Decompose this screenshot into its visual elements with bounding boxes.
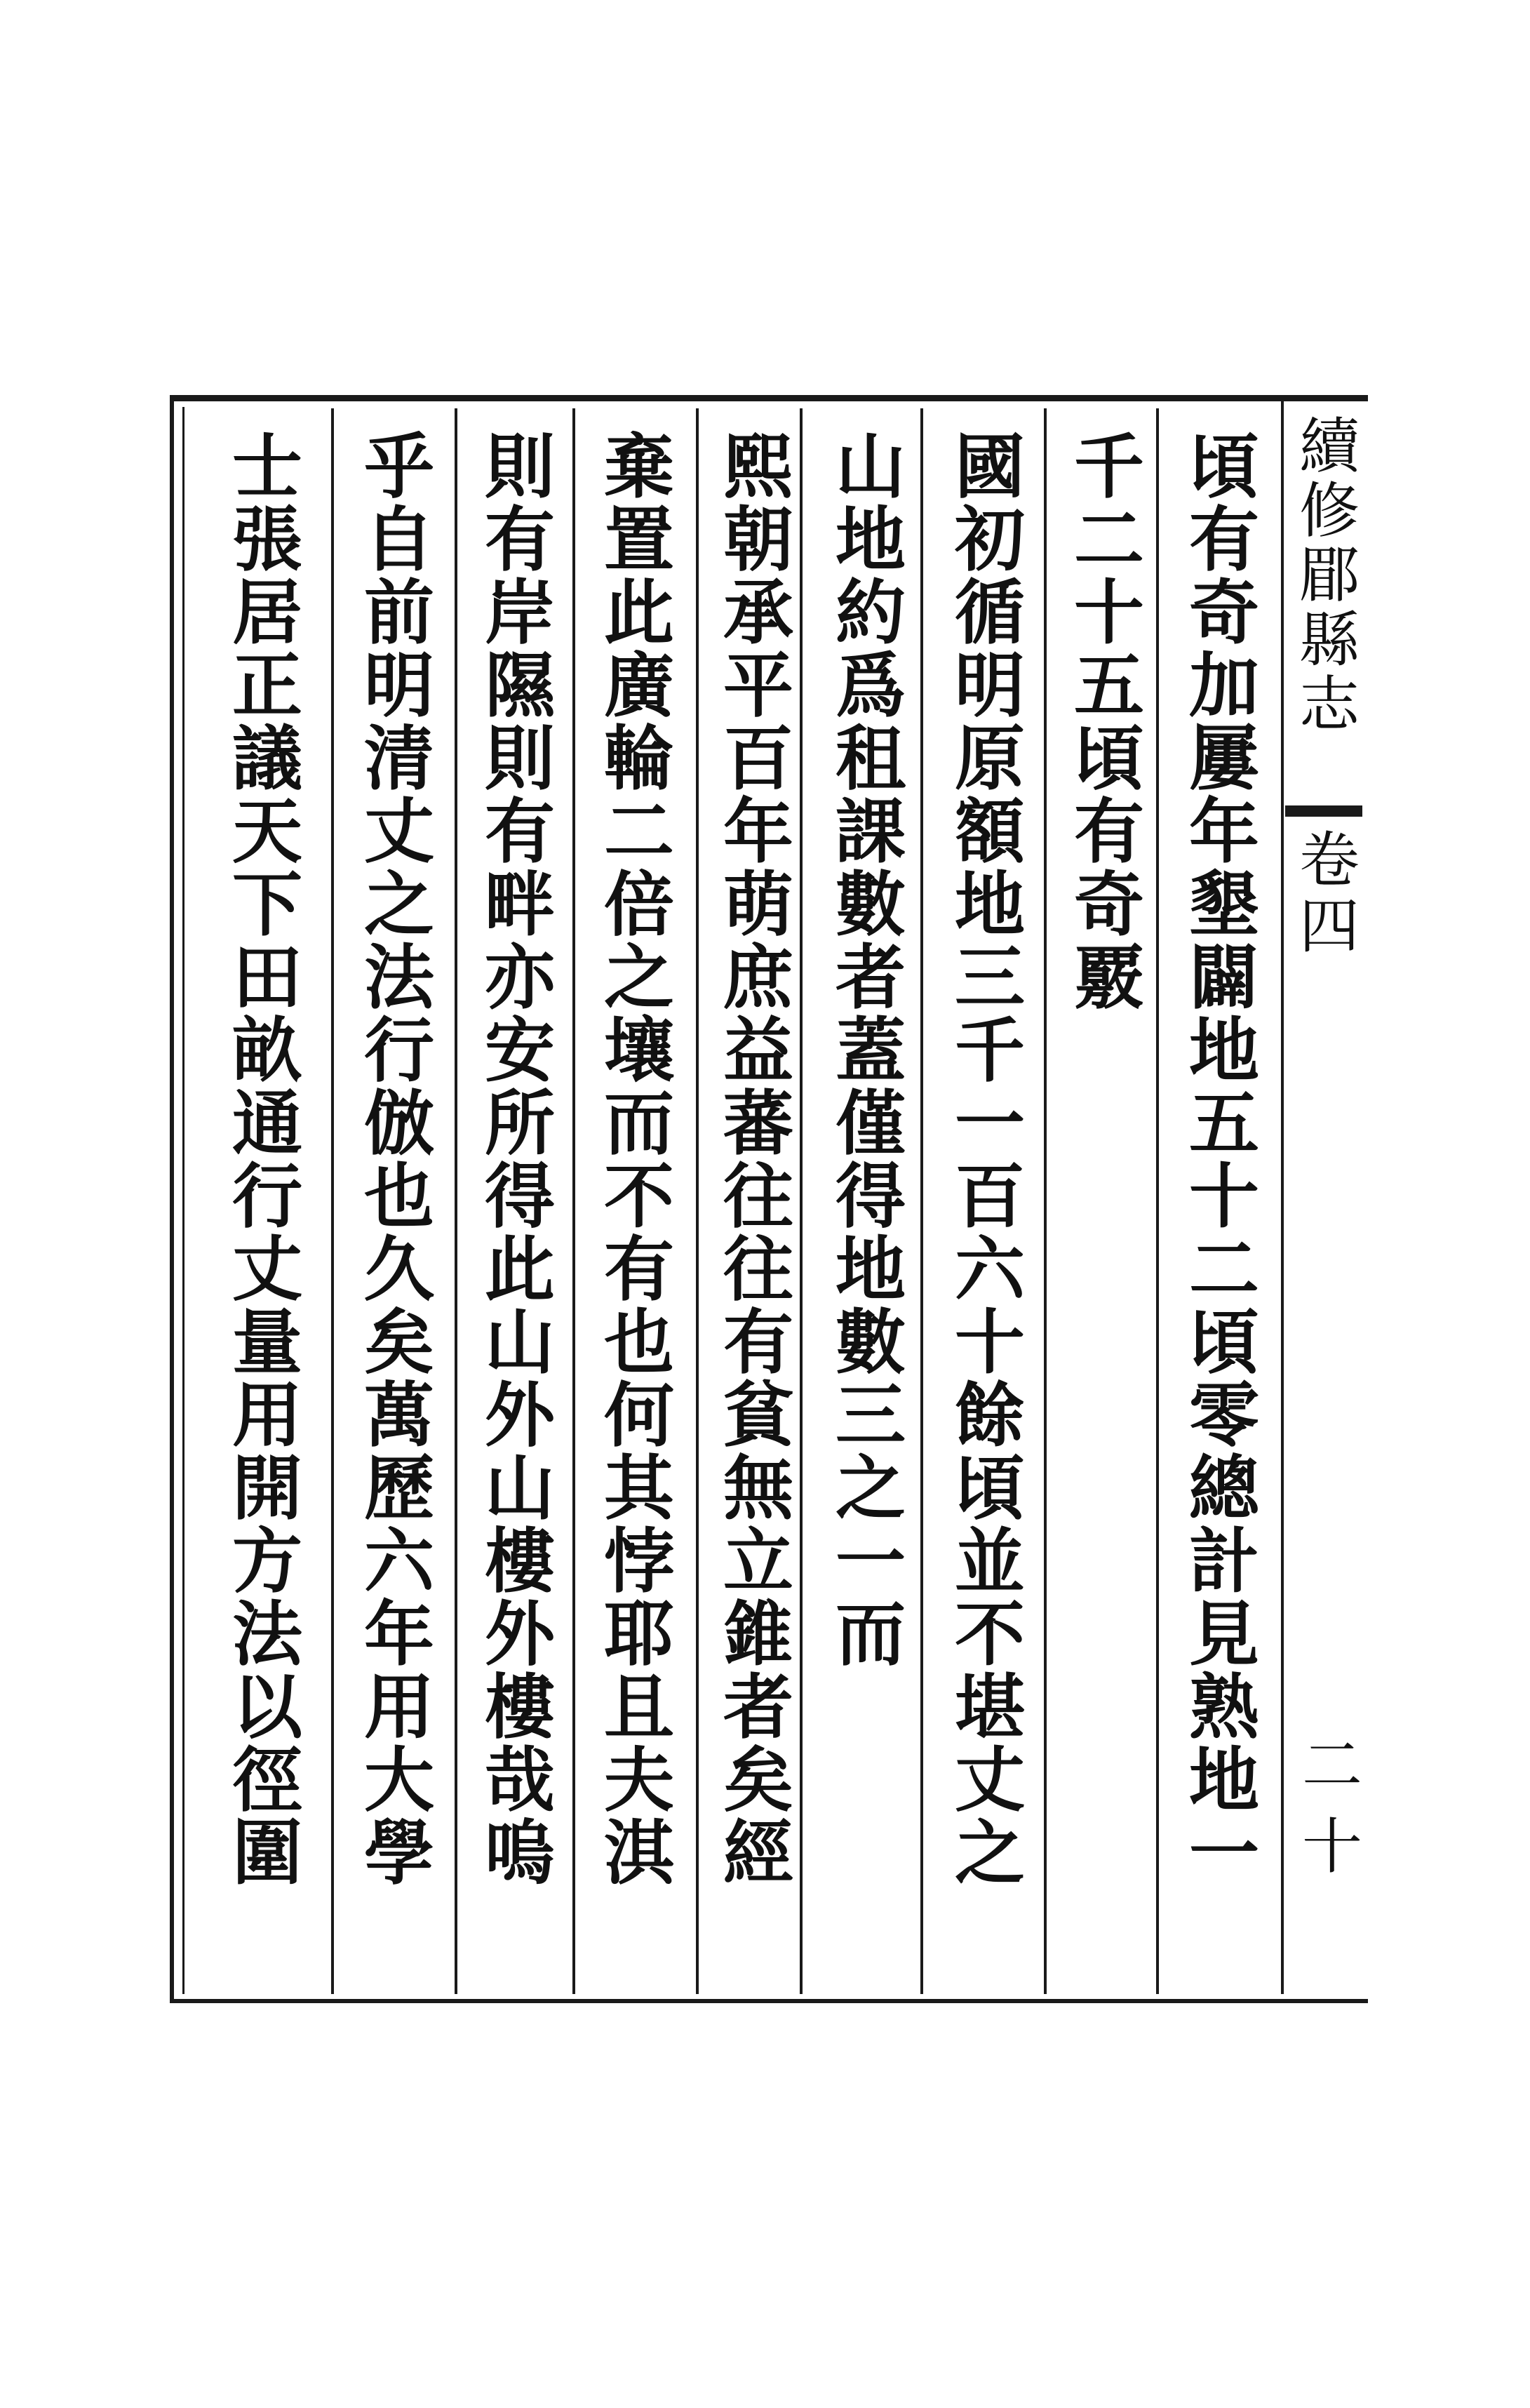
text-column-6: [582, 429, 687, 1994]
text-column-5: [702, 429, 807, 1994]
text-column-3: [933, 429, 1038, 1994]
column-text: 則有岸隰則有畔亦安所得此山外山樓外樓哉嗚: [473, 429, 556, 1889]
banner-title: 續修郿縣志: [1289, 414, 1359, 737]
column-text: 乎自前明清丈之法行倣也久矣萬歷六年用大學: [352, 429, 435, 1889]
column-text: 熙朝承平百年萌庶益蕃往往有貧無立錐者矣經: [711, 429, 794, 1889]
column-rule: [331, 408, 334, 1994]
column-text: 國初循明原額地三千一百六十餘頃並不堪丈之: [943, 429, 1026, 1889]
column-text: 頃有奇加屢年墾闢地五十二頃零總計見熟地一: [1177, 429, 1260, 1889]
column-rule: [1044, 408, 1047, 1994]
column-rule: [572, 408, 575, 1994]
banner-fishtail: [1285, 805, 1362, 817]
column-text: 山地約爲租課數者蓋僅得地數三之一而: [824, 429, 906, 1670]
column-rule: [455, 408, 457, 1994]
column-rule: [696, 408, 699, 1994]
column-text: 棄置此廣輪二倍之壤而不有也何其悖耶且夫淇: [592, 429, 675, 1889]
column-text: 士張居正議天下田畝通行丈量用開方法以徑圍: [220, 429, 303, 1889]
text-column-1: [1167, 429, 1273, 1994]
text-column-7: [463, 429, 568, 1994]
text-column-2: [1052, 429, 1157, 1994]
text-column-9: [210, 429, 316, 1994]
banner-rule: [1281, 401, 1284, 1994]
banner-chapter: 卷四: [1289, 828, 1359, 960]
text-column-8: [342, 429, 448, 1994]
column-rule: [920, 408, 923, 1994]
text-column-4: [814, 429, 919, 1994]
column-text: 千二十五頃有奇覈: [1062, 429, 1145, 1013]
banner-folio: 二十: [1291, 1733, 1362, 1896]
frame-inner-rule: [182, 407, 184, 1994]
